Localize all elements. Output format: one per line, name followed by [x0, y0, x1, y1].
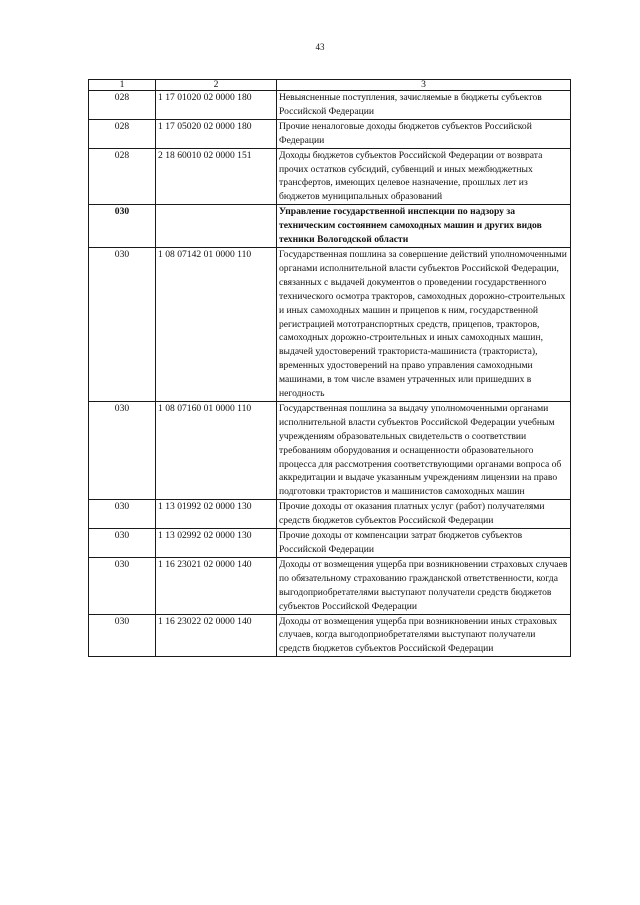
table-row	[89, 557, 571, 614]
table-row	[89, 614, 571, 657]
table-row	[89, 119, 571, 148]
table-row	[89, 401, 571, 499]
description-cell: Невыясненные поступления, зачисляемые в бюджеты субъектов Российской Федерации	[277, 91, 571, 120]
table-row	[89, 529, 571, 558]
table-row	[89, 500, 571, 529]
administrator-code-cell: 030	[89, 205, 156, 248]
revenue-code-cell: 1 13 02992 02 0000 130	[156, 529, 277, 558]
administrator-code-cell: 030	[89, 529, 156, 558]
description-cell: Доходы бюджетов субъектов Российской Федерации от возврата прочих остатков субсидий, субвенций и иных межбюджетных трансфертов, имеющих целевое назначение, прошлых лет из бюджетов муниципальных образований	[277, 148, 571, 205]
column-header-3: 3	[277, 80, 571, 91]
administrator-code-cell: 030	[89, 401, 156, 499]
administrator-code-cell: 028	[89, 148, 156, 205]
revenue-code-cell: 1 17 05020 02 0000 180	[156, 119, 277, 148]
table-body	[89, 91, 571, 657]
administrator-code-cell: 030	[89, 614, 156, 657]
column-header-2: 2	[156, 80, 277, 91]
page-number: 43	[315, 42, 325, 52]
revenue-code-cell: 1 16 23022 02 0000 140	[156, 614, 277, 657]
description-cell: Прочие доходы от компенсации затрат бюджетов субъектов Российской Федерации	[277, 529, 571, 558]
revenue-code-cell: 1 16 23021 02 0000 140	[156, 557, 277, 614]
table-row	[89, 91, 571, 120]
revenue-code-cell	[156, 205, 277, 248]
description-cell: Государственная пошлина за выдачу уполномоченными органами исполнительной власти субъектов Российской Федерации учебным учреждениям образовательных свидетельств о соответствии требованиям оборудования и оснащенности образовательного процесса для рассмотрения соответствующими органами вопроса об аккредитации и выдаче указанным учреждениям лицензии на право подготовки трактористов и машинистов самоходных машин	[277, 401, 571, 499]
description-cell: Управление государственной инспекции по надзору за техническим состоянием самоходных машин и других видов техники Вологодской области	[277, 205, 571, 248]
administrator-code-cell: 030	[89, 500, 156, 529]
revenue-code-cell: 1 13 01992 02 0000 130	[156, 500, 277, 529]
table-row	[89, 148, 571, 205]
table-header-row	[89, 80, 571, 91]
revenue-code-cell: 1 08 07142 01 0000 110	[156, 247, 277, 401]
description-cell: Доходы от возмещения ущерба при возникновении страховых случаев по обязательному страхованию гражданской ответственности, когда выгодоприобретателями выступают получатели средств бюджетов субъектов Российской Федерации	[277, 557, 571, 614]
description-cell: Прочие доходы от оказания платных услуг (работ) получателями средств бюджетов субъектов Российской Федерации	[277, 500, 571, 529]
administrator-code-cell: 028	[89, 119, 156, 148]
administrator-code-cell: 030	[89, 247, 156, 401]
revenue-code-cell: 2 18 60010 02 0000 151	[156, 148, 277, 205]
administrator-code-cell: 028	[89, 91, 156, 120]
description-cell: Государственная пошлина за совершение действий уполномоченными органами исполнительной власти субъектов Российской Федерации, связанных с выдачей документов о проведении государственного технического осмотра тракторов, самоходных дорожно-строительных и иных самоходных машин и прицепов к ним, государственной регистрацией мототранспортных средств, прицепов, тракторов, самоходных дорожно-строительных и иных самоходных машин, выдачей удостоверений тракториста-машиниста (тракториста), временных удостоверений на право управления самоходными машинами, в том числе взамен утраченных или пришедших в негодность	[277, 247, 571, 401]
budget-revenue-table	[88, 79, 571, 657]
description-cell: Прочие неналоговые доходы бюджетов субъектов Российской Федерации	[277, 119, 571, 148]
description-cell: Доходы от возмещения ущерба при возникновении иных страховых случаев, когда выгодоприобретателями выступают получатели средств бюджетов субъектов Российской Федерации	[277, 614, 571, 657]
revenue-code-cell: 1 17 01020 02 0000 180	[156, 91, 277, 120]
table-row	[89, 247, 571, 401]
administrator-code-cell: 030	[89, 557, 156, 614]
revenue-code-cell: 1 08 07160 01 0000 110	[156, 401, 277, 499]
administrator-heading-row	[89, 205, 571, 248]
column-header-1: 1	[89, 80, 156, 91]
